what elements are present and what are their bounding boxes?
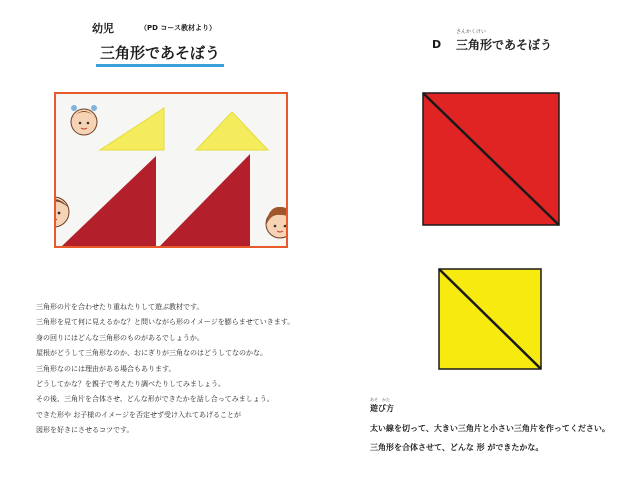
description-line: できた形や お子様のイメージを否定せず受け入れてあげることが [36, 410, 242, 419]
description-line: どうしてかな？を親子で考えたり調べたりしてみましょう。 [36, 380, 225, 389]
play-label-ruby: あそ かた [370, 397, 390, 402]
description-line: 身の回りにはどんな三角形のものがあるでしょうか。 [36, 333, 204, 342]
description-line: 屋根がどうして三角形なのか、おにぎりが三角なのはどうしてなのかな。 [36, 349, 267, 358]
play-label: 遊び方 [370, 404, 394, 413]
rule-line: 三角形を合体させて、どんな 形 ができたかな。 [370, 443, 544, 452]
activity-photo-illustration [56, 94, 288, 248]
right-page [320, 0, 640, 480]
red-square-cutout[interactable] [422, 92, 560, 226]
description-line: その後、三角片を合体させ、どんな形ができたかを話し合ってみましょう。 [36, 395, 274, 404]
description-line: 三角形を見て何に見えるかな？と問いながら形のイメージを膨らませていきます。 [36, 318, 295, 327]
course-note: （PD コース教材より） [140, 24, 217, 32]
description-line: 三角形なのには理由がある場合もあります。 [36, 364, 176, 373]
section-letter: D [432, 38, 442, 51]
category-label: 幼児 [92, 22, 114, 35]
page-title [0, 42, 320, 67]
rule-line: 太い線を切って、大きい三角片と小さい三角片を作ってください。 [370, 424, 610, 433]
activity-photo [54, 92, 288, 248]
girl-face-icon [71, 105, 97, 135]
description-line: 図形を好きにさせるコツです。 [36, 426, 134, 435]
page-title-text: 三角形であそぼう [96, 42, 224, 67]
worksheet-title: 三角形であそぼう [456, 38, 553, 52]
title-ruby: さんかくけい [456, 29, 487, 35]
description-line: 三角形の片を合わせたり重ねたりして遊ぶ教材です。 [36, 303, 204, 311]
description-list [36, 300, 316, 439]
yellow-square-cutout[interactable] [438, 268, 542, 370]
